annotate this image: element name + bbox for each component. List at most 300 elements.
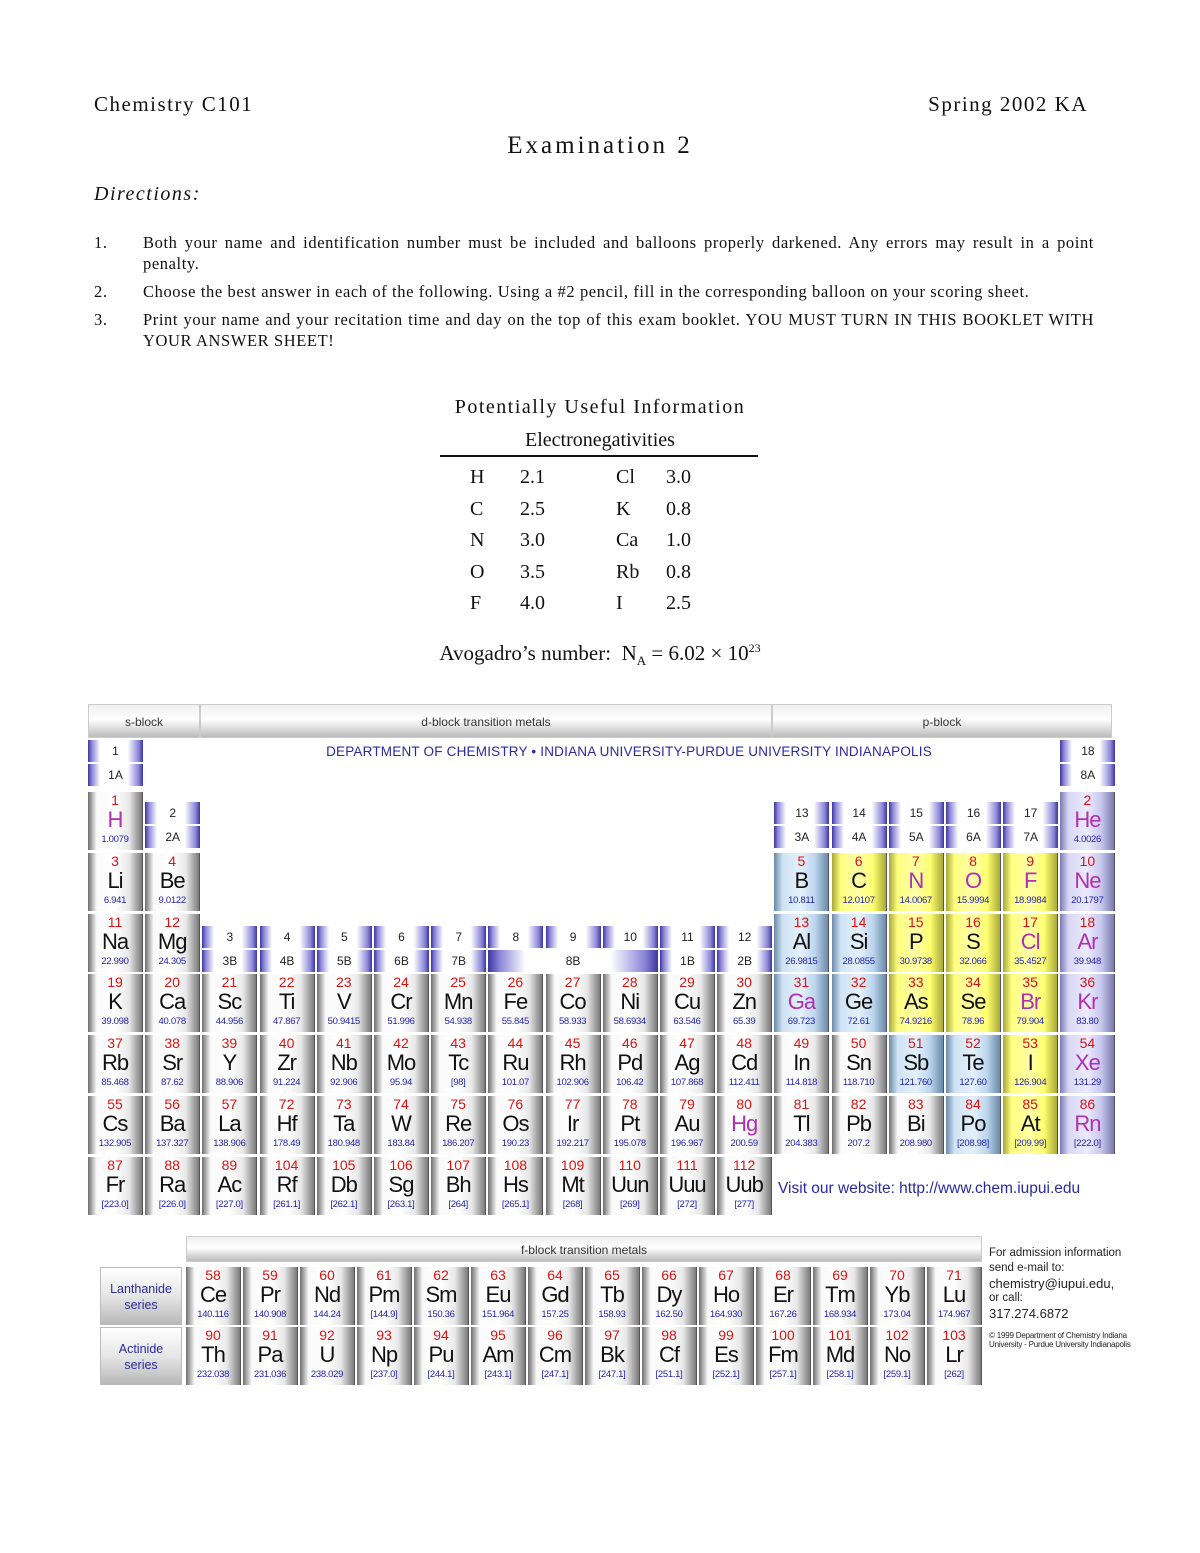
element-cell [946, 974, 1001, 1032]
element-symbol: Am [482, 1342, 514, 1367]
atomic-number: 7 [911, 852, 920, 869]
actinide-label: Actinide series [100, 1327, 182, 1385]
element-symbol: Es [714, 1342, 738, 1367]
element-symbol: Zr [277, 1050, 296, 1076]
atomic-mass: [252.1] [712, 1369, 740, 1380]
avogadro-line [0, 641, 1200, 669]
atomic-number: 64 [547, 1267, 563, 1283]
atomic-mass: 54.938 [444, 1016, 472, 1028]
f-block-bar: f-block transition metals [186, 1236, 982, 1262]
element-symbol: Yb [884, 1282, 910, 1307]
atomic-mass: 132.905 [98, 1138, 132, 1149]
element-cell [660, 1157, 715, 1215]
atomic-mass: [264] [448, 1198, 468, 1210]
element-symbol: W [391, 1111, 411, 1136]
atomic-number: 11 [107, 913, 123, 930]
element-cell [774, 1035, 829, 1093]
element-cell [431, 1035, 486, 1093]
element-symbol: N [908, 867, 924, 893]
element-cell [717, 974, 772, 1032]
atomic-mass: 190.23 [501, 1138, 530, 1149]
element-cell [374, 1157, 429, 1215]
element-symbol: Mn [443, 989, 473, 1015]
element-cell [546, 974, 601, 1032]
atomic-number: 88 [164, 1156, 180, 1173]
atomic-mass: 127.60 [959, 1077, 987, 1089]
atomic-number: 45 [564, 1035, 581, 1052]
element-cell [528, 1327, 583, 1385]
element-symbol: Sr [162, 1050, 183, 1076]
atomic-number: 14 [850, 913, 867, 930]
atomic-mass: 51.996 [387, 1016, 415, 1028]
atomic-mass: 137.327 [156, 1138, 189, 1149]
element-cell [642, 1327, 697, 1385]
element-symbol: Sg [388, 1171, 414, 1197]
atomic-mass: 85.468 [101, 1077, 129, 1089]
atomic-number: 19 [107, 974, 123, 991]
element-cell [1060, 1096, 1115, 1154]
electronegativity-value: 2.1 [520, 466, 545, 489]
element-symbol: Rn [1074, 1111, 1101, 1136]
atomic-mass: 12.0107 [842, 894, 875, 906]
atomic-mass: [265.1] [501, 1198, 529, 1210]
group-number-text: 14 [852, 806, 866, 820]
contact-line: For admission information [989, 1247, 1122, 1259]
element-symbol: In [793, 1050, 810, 1076]
element-cell [699, 1327, 754, 1385]
element-symbol: Ba [159, 1111, 185, 1136]
atomic-number: 47 [679, 1035, 695, 1052]
element-symbol: H [107, 807, 123, 832]
atomic-number: 79 [679, 1096, 695, 1112]
atomic-number: 43 [450, 1035, 466, 1052]
element-cell [488, 974, 543, 1032]
atomic-mass: 140.116 [197, 1309, 229, 1320]
group-letter [889, 826, 944, 848]
element-cell [374, 1096, 429, 1154]
element-symbol: H [470, 466, 485, 489]
element-cell [603, 1157, 658, 1215]
element-symbol: Ru [502, 1050, 529, 1076]
atomic-number: 34 [965, 974, 981, 991]
atomic-number: 81 [793, 1096, 810, 1112]
atomic-mass: 101.07 [501, 1077, 530, 1089]
group-letter-text: 3B [222, 954, 238, 968]
element-cell [832, 853, 887, 911]
atomic-mass: 238.029 [310, 1369, 344, 1380]
atomic-number: 44 [507, 1035, 524, 1052]
element-symbol: As [903, 989, 928, 1015]
atomic-number: 33 [908, 974, 924, 991]
atomic-number: 98 [661, 1327, 677, 1343]
atomic-mass: [223.0] [101, 1198, 129, 1210]
element-symbol: O [470, 560, 485, 583]
atomic-number: 68 [775, 1267, 791, 1283]
atomic-mass: [226.0] [158, 1198, 186, 1210]
element-symbol: Ce [199, 1282, 227, 1307]
element-symbol: I [1027, 1050, 1033, 1076]
atomic-number: 107 [446, 1156, 470, 1173]
atomic-number: 111 [676, 1156, 698, 1173]
electronegativity-value: 3.0 [520, 529, 545, 552]
group-letter-text: 8A [1080, 768, 1096, 782]
electronegativity-title: Electronegativities [525, 429, 675, 451]
element-cell [1003, 974, 1058, 1032]
atomic-number: 8 [969, 852, 977, 869]
atomic-mass: [268] [562, 1198, 583, 1210]
atomic-number: 52 [965, 1035, 981, 1052]
atomic-number: 74 [393, 1096, 409, 1112]
element-cell [660, 974, 715, 1032]
atomic-mass: 18.9984 [1014, 894, 1047, 906]
atomic-mass: [263.1] [387, 1198, 415, 1210]
atomic-mass: 207.2 [847, 1138, 870, 1149]
website-link[interactable]: Visit our website: http://www.chem.iupui.edu [778, 1180, 1081, 1197]
atomic-mass: 162.50 [655, 1309, 683, 1320]
element-symbol: Md [825, 1342, 855, 1367]
group-letter [774, 826, 829, 848]
atomic-mass: 88.906 [215, 1077, 244, 1089]
element-symbol: Pr [260, 1282, 280, 1307]
direction-text: Print your name and your recitation time and day on the top of this exam booklet. YOU MUST TURN IN THIS BOOKLET WITH YOUR ANSWER SHEET! [143, 310, 1094, 350]
element-cell [260, 1096, 315, 1154]
atomic-mass: [262.1] [330, 1198, 358, 1210]
element-symbol: Ta [333, 1111, 355, 1136]
group-number [1003, 802, 1058, 824]
element-cell [1003, 1096, 1058, 1154]
atomic-mass: 131.29 [1073, 1077, 1102, 1089]
atomic-mass: [251.1] [655, 1369, 683, 1380]
atomic-mass: [259.1] [883, 1369, 911, 1380]
atomic-mass: [244.1] [427, 1369, 455, 1380]
element-cell [414, 1327, 469, 1385]
element-symbol: Re [445, 1111, 472, 1136]
group-number [546, 926, 601, 948]
element-cell [717, 1096, 772, 1154]
group-number-text: 1 [112, 744, 119, 758]
element-cell [546, 1157, 601, 1215]
direction-number: 3. [94, 310, 108, 329]
element-cell [317, 974, 372, 1032]
atomic-mass: 24.305 [158, 955, 186, 967]
group-letter [1003, 826, 1058, 848]
atomic-mass: 158.93 [598, 1309, 626, 1320]
group-number [488, 926, 543, 948]
element-symbol: Bh [445, 1171, 471, 1197]
atomic-mass: 144.24 [313, 1309, 341, 1320]
element-symbol: He [1074, 807, 1101, 832]
group-number-text: 12 [738, 930, 752, 944]
direction-number: 1. [94, 233, 108, 252]
contact-phone: 317.274.6872 [989, 1306, 1069, 1321]
element-symbol: Cl [1020, 928, 1040, 954]
atomic-number: 6 [854, 852, 863, 869]
element-symbol: Fr [105, 1171, 125, 1197]
element-cell [870, 1327, 925, 1385]
atomic-number: 84 [965, 1096, 981, 1112]
d-block-bar: d-block transition metals [200, 704, 772, 738]
avogadro-label: Avogadro’s number: [439, 641, 612, 665]
element-symbol: Pd [617, 1050, 643, 1076]
element-symbol: Ag [674, 1050, 700, 1076]
element-cell [488, 1157, 543, 1215]
atomic-mass: 140.908 [253, 1309, 287, 1320]
atomic-number: 24 [393, 974, 409, 991]
group-number-text: 10 [623, 930, 637, 944]
atomic-number: 99 [718, 1327, 734, 1343]
element-symbol: Nb [330, 1050, 357, 1076]
group-letter [374, 950, 429, 972]
group-number-text: 4 [283, 930, 291, 944]
atomic-number: 38 [164, 1035, 180, 1052]
element-cell [603, 1096, 658, 1154]
group-letter [431, 950, 486, 972]
element-symbol: Hf [276, 1111, 297, 1136]
contact-email[interactable]: chemistry@iupui.edu, [989, 1276, 1115, 1291]
element-symbol: Uun [611, 1171, 649, 1197]
group-number-text: 9 [569, 930, 577, 944]
element-symbol: B [794, 867, 809, 893]
p-block-bar: p-block [772, 704, 1112, 738]
atomic-mass: 26.9815 [785, 955, 818, 967]
element-symbol: Sb [903, 1050, 929, 1076]
atomic-number: 70 [889, 1267, 905, 1283]
electronegativity-row [470, 462, 762, 494]
element-symbol: O [964, 867, 982, 893]
electronegativity-value: 0.8 [666, 497, 691, 520]
element-cell [88, 974, 143, 1032]
element-symbol: Tm [825, 1282, 855, 1307]
group-number [889, 802, 944, 824]
info-title: Potentially Useful Information [454, 396, 746, 418]
group-number [603, 926, 658, 948]
element-symbol: Uuu [668, 1171, 706, 1197]
group-letter-text: 8B [565, 954, 581, 968]
element-cell [1003, 914, 1058, 972]
element-symbol: Ni [620, 989, 640, 1015]
element-cell [660, 1035, 715, 1093]
direction-text: Choose the best answer in each of the following. Using a #2 pencil, fill in the corresponding balloon on your scoring sheet. [143, 282, 1030, 301]
element-symbol: Y [222, 1050, 237, 1076]
element-cell [832, 1035, 887, 1093]
element-cell [1003, 853, 1058, 911]
atomic-mass: 50.9415 [327, 1016, 360, 1028]
group-number-text: 2 [169, 806, 177, 820]
atomic-mass: 47.867 [272, 1016, 301, 1028]
atomic-number: 55 [107, 1096, 123, 1112]
group-letter-text: 5B [336, 954, 352, 968]
atomic-number: 16 [965, 913, 981, 930]
atomic-number: 21 [221, 974, 238, 991]
atomic-mass: 167.26 [769, 1309, 797, 1320]
atomic-number: 50 [850, 1035, 867, 1052]
element-cell [186, 1267, 241, 1325]
element-cell [374, 974, 429, 1032]
atomic-number: 108 [503, 1156, 528, 1173]
group-number-text: 17 [1024, 806, 1038, 820]
group-letter-text: 6A [966, 830, 981, 844]
element-symbol: Db [330, 1171, 357, 1197]
atomic-mass: 150.36 [427, 1309, 455, 1320]
atomic-mass: 151.964 [481, 1309, 515, 1320]
atomic-mass: 39.098 [101, 1016, 129, 1028]
element-symbol: Co [559, 989, 586, 1015]
direction-text: Both your name and identification number must be included and balloons properly darkened. Any errors may result in a point penalty. [143, 233, 1094, 273]
element-symbol: Th [201, 1342, 225, 1367]
atomic-number: 97 [604, 1327, 620, 1343]
element-cell [145, 1035, 200, 1093]
atomic-number: 40 [278, 1035, 295, 1052]
element-symbol: P [908, 928, 923, 954]
element-symbol: Ti [278, 989, 295, 1015]
element-symbol: Ne [1074, 867, 1101, 893]
atomic-mass: 178.49 [272, 1138, 301, 1149]
element-cell [88, 853, 143, 911]
atomic-mass: 55.845 [501, 1016, 530, 1028]
element-cell [813, 1327, 868, 1385]
group-letter [260, 950, 315, 972]
element-symbol: Fm [768, 1342, 798, 1367]
group-number-text: 18 [1081, 744, 1095, 758]
atomic-mass: 183.84 [387, 1138, 415, 1149]
element-symbol: Si [849, 928, 868, 954]
element-symbol: Cu [673, 989, 701, 1015]
atomic-number: 112 [733, 1156, 756, 1173]
element-symbol: Tc [448, 1050, 469, 1076]
element-symbol: C [851, 867, 867, 893]
element-cell [717, 1035, 772, 1093]
element-symbol: Ca [159, 989, 186, 1015]
atomic-mass: [243.1] [484, 1369, 512, 1380]
element-cell [260, 1035, 315, 1093]
group-letter [145, 826, 200, 848]
group-number-text: 6 [398, 930, 405, 944]
element-symbol: Na [101, 928, 129, 954]
element-cell [774, 853, 829, 911]
atomic-number: 27 [564, 974, 581, 991]
atomic-number: 61 [376, 1267, 392, 1283]
element-cell [357, 1327, 412, 1385]
element-symbol: Cm [538, 1342, 572, 1367]
element-cell [756, 1267, 811, 1325]
element-cell [202, 1157, 257, 1215]
group-number [832, 802, 887, 824]
element-symbol: Eu [485, 1282, 511, 1307]
group-letter [488, 950, 657, 972]
atomic-mass: 121.760 [899, 1077, 932, 1089]
element-symbol: Mt [561, 1171, 584, 1197]
group-letter-text: 2A [165, 830, 181, 844]
element-symbol: K [108, 989, 122, 1015]
element-symbol: Pm [368, 1282, 400, 1307]
group-number [88, 740, 143, 762]
group-letter [660, 950, 715, 972]
atomic-mass: 44.956 [215, 1016, 244, 1028]
atomic-mass: [257.1] [769, 1369, 797, 1380]
group-number-text: 7 [455, 930, 463, 944]
group-number [660, 926, 715, 948]
group-letter-text: 3A [794, 830, 810, 844]
atomic-mass: 65.39 [733, 1016, 756, 1028]
element-symbol: Hs [502, 1171, 528, 1197]
group-number-text: 5 [340, 930, 348, 944]
element-symbol: Li [107, 867, 123, 893]
element-symbol: N [470, 529, 485, 552]
element-cell [585, 1267, 640, 1325]
element-symbol: Mo [386, 1050, 416, 1076]
element-symbol: Al [792, 928, 811, 954]
group-letter-text: 1B [680, 954, 695, 968]
element-cell [488, 1035, 543, 1093]
element-symbol: V [336, 989, 351, 1015]
atomic-mass: 95.94 [389, 1077, 413, 1089]
group-number [717, 926, 772, 948]
element-symbol: Ac [217, 1171, 242, 1197]
copyright-note: © 1999 Department of Chemistry Indiana University - Purdue University Indianapolis [989, 1331, 1131, 1349]
element-symbol: Cd [731, 1050, 758, 1076]
element-cell [1060, 1035, 1115, 1093]
electronegativity-row [470, 588, 762, 620]
atomic-number: 54 [1079, 1035, 1096, 1052]
element-cell [946, 1035, 1001, 1093]
element-cell [870, 1267, 925, 1325]
element-cell [88, 914, 143, 972]
atomic-number: 103 [942, 1327, 966, 1343]
atomic-mass: 107.868 [670, 1077, 704, 1089]
atomic-number: 42 [393, 1035, 409, 1052]
group-letter [717, 950, 772, 972]
element-symbol: F [470, 592, 482, 615]
atomic-number: 22 [278, 974, 295, 991]
element-cell [832, 1096, 887, 1154]
atomic-mass: [222.0] [1073, 1138, 1101, 1149]
element-cell [471, 1327, 526, 1385]
atomic-mass: 9.0122 [158, 894, 186, 906]
element-cell [889, 974, 944, 1032]
atomic-mass: 164.930 [709, 1309, 743, 1320]
atomic-mass: 91.224 [272, 1077, 301, 1089]
group-letter-text: 4B [279, 954, 295, 968]
course-name: Chemistry C101 [94, 92, 254, 116]
direction-item [94, 281, 1094, 302]
element-symbol: Os [502, 1111, 529, 1136]
atomic-number: 85 [1022, 1096, 1038, 1112]
group-number [145, 802, 200, 824]
electronegativity-table [470, 462, 762, 620]
atomic-number: 105 [332, 1156, 356, 1173]
element-symbol: Cl [616, 466, 635, 489]
atomic-number: 101 [828, 1327, 852, 1343]
atomic-number: 10 [1079, 852, 1096, 869]
element-symbol: Sn [846, 1050, 872, 1076]
atomic-number: 30 [736, 974, 752, 991]
atomic-number: 92 [319, 1327, 335, 1343]
element-symbol: C [470, 497, 484, 520]
exam-title: Examination 2 [507, 132, 693, 159]
group-letter-text: 7A [1023, 830, 1039, 844]
element-cell [471, 1267, 526, 1325]
atomic-mass: 30.9738 [899, 955, 932, 967]
element-cell [585, 1327, 640, 1385]
atomic-mass: [208.98] [957, 1138, 989, 1149]
element-cell [1060, 974, 1115, 1032]
element-cell [145, 853, 200, 911]
electronegativity-value: 0.8 [666, 560, 691, 583]
element-cell [1003, 1035, 1058, 1093]
element-symbol: Cf [659, 1342, 679, 1367]
atomic-mass: [247.1] [598, 1369, 626, 1380]
element-symbol: Sc [217, 989, 242, 1015]
